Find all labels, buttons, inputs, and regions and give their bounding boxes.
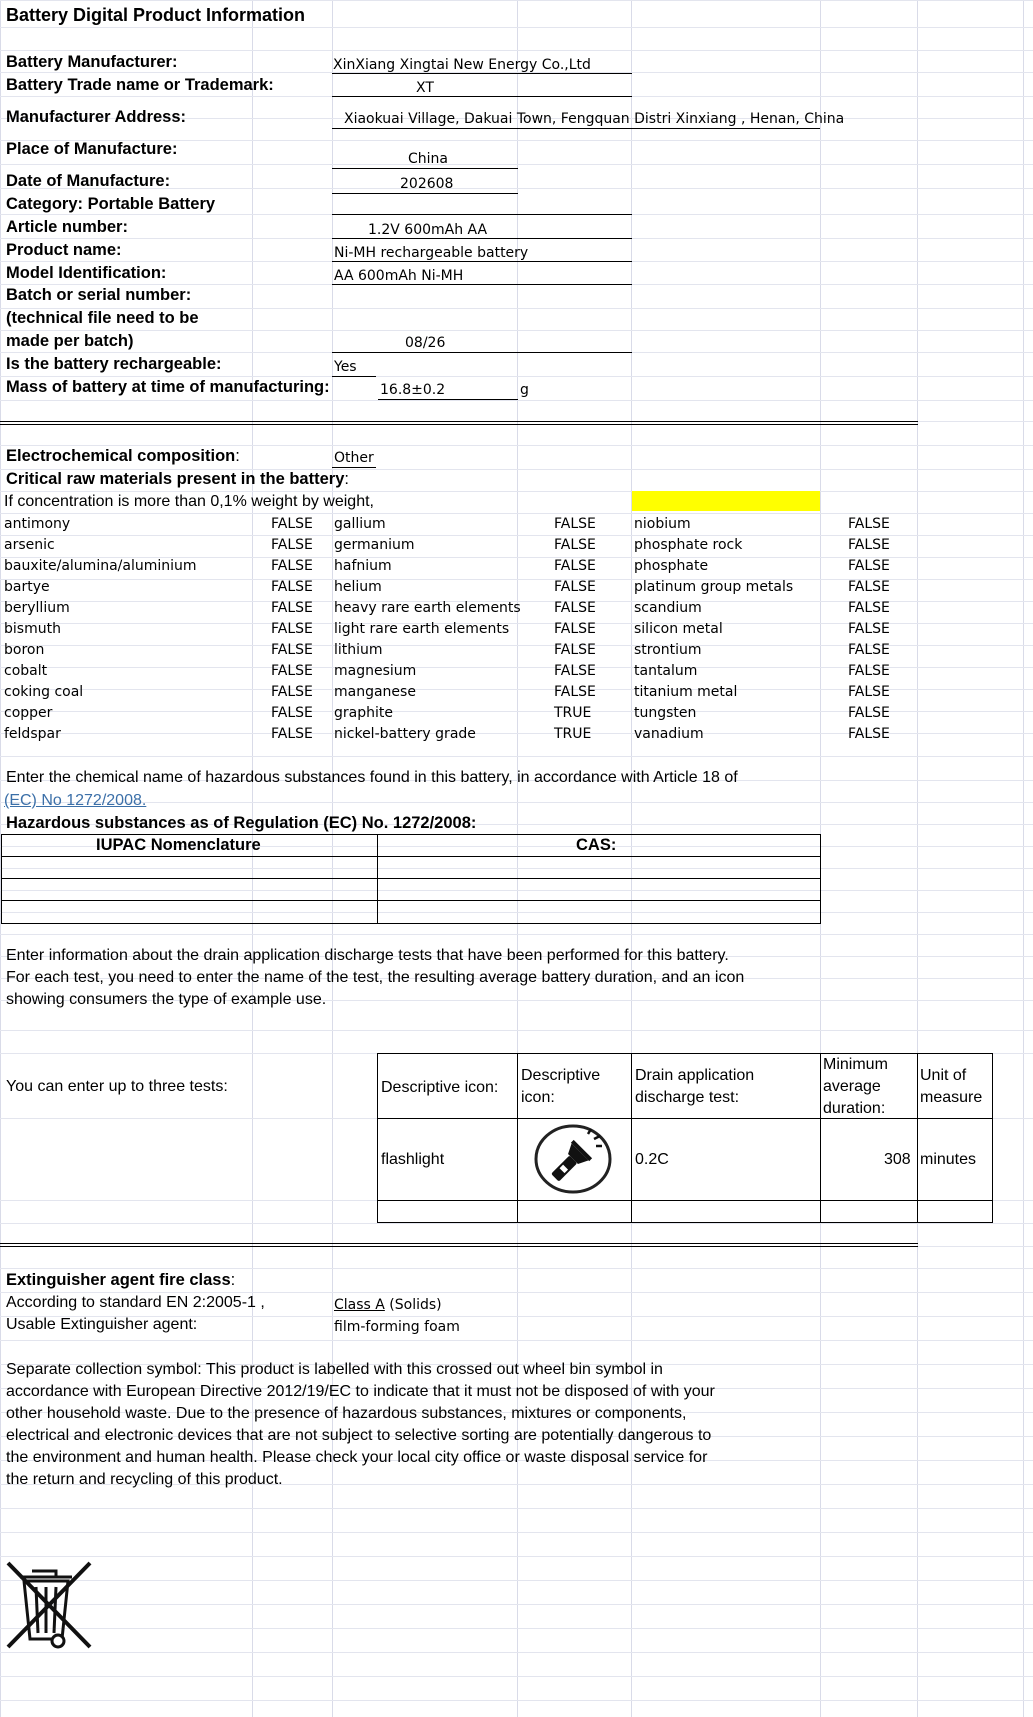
cas-header: CAS: [576, 836, 617, 854]
material-present-flag: FALSE [848, 537, 890, 553]
material-present-flag: FALSE [848, 642, 890, 658]
material-present-flag: FALSE [554, 558, 596, 574]
standard-label: According to standard EN 2:2005-1 , [6, 1294, 265, 1311]
material-present-flag: FALSE [554, 663, 596, 679]
material-name: scandium [634, 600, 702, 616]
material-present-flag: FALSE [554, 642, 596, 658]
product-name-value: Ni-MH rechargeable battery [334, 245, 529, 261]
material-name: tantalum [634, 663, 698, 679]
material-name: light rare earth elements [334, 621, 510, 637]
batch-label-line1: Batch or serial number: [6, 286, 192, 304]
header-drain-test-2: discharge test: [635, 1089, 740, 1106]
crossed-out-wheelie-bin-icon [2, 1557, 96, 1653]
material-present-flag: FALSE [554, 684, 596, 700]
material-name: nickel-battery grade [334, 726, 476, 742]
model-label: Model Identification: [6, 264, 167, 282]
date-value: 202608 [400, 176, 454, 192]
place-value: China [408, 151, 448, 167]
material-name: phosphate rock [634, 537, 743, 553]
mass-label: Mass of battery at time of manufacturing: [6, 378, 330, 396]
material-present-flag: FALSE [848, 600, 890, 616]
material-present-flag: FALSE [848, 726, 890, 742]
regulation-link[interactable]: (EC) No 1272/2008. [4, 792, 147, 809]
material-name: magnesium [334, 663, 417, 679]
extinguisher-agent-value: film-forming foam [334, 1319, 460, 1335]
material-name: lithium [334, 642, 383, 658]
mass-value: 16.8±0.2 [380, 382, 446, 398]
batch-value: 08/26 [405, 335, 446, 351]
material-present-flag: FALSE [848, 579, 890, 595]
drain-intro-line3: showing consumers the type of example use. [6, 991, 327, 1008]
material-name: arsenic [4, 537, 55, 553]
material-present-flag: FALSE [271, 621, 313, 637]
row1-unit: minutes [920, 1151, 977, 1168]
material-name: bismuth [4, 621, 61, 637]
header-drain-test-1: Drain application [635, 1067, 755, 1084]
material-name: heavy rare earth elements [334, 600, 521, 616]
drain-intro-line2: For each test, you need to enter the name of the test, the resulting average battery duration, and an icon [6, 969, 745, 986]
manufacturer-value: XinXiang Xingtai New Energy Co.,Ltd [333, 57, 591, 73]
material-name: bartye [4, 579, 50, 595]
row1-icon-name: flashlight [381, 1151, 445, 1168]
header-min-duration-2: average [823, 1078, 881, 1095]
batch-label-line2: (technical file need to be [6, 309, 199, 327]
material-name: coking coal [4, 684, 84, 700]
hazardous-heading: Hazardous substances as of Regulation (EC) No. 1272/2008: [6, 814, 477, 832]
material-name: gallium [334, 516, 386, 532]
rechargeable-label: Is the battery rechargeable: [6, 355, 222, 373]
header-descriptive-icon-1: Descriptive [521, 1067, 601, 1084]
drain-intro-line1: Enter information about the drain application discharge tests that have been performed for this battery. [6, 947, 729, 964]
collection-line6: the return and recycling of this product. [6, 1471, 283, 1488]
material-present-flag: FALSE [271, 726, 313, 742]
fire-class-value: Class A (Solids) [334, 1297, 442, 1313]
material-name: hafnium [334, 558, 392, 574]
collection-line5: the environment and human health. Please check your local city office or waste disposal service for [6, 1449, 708, 1466]
header-min-duration-3: duration: [823, 1100, 886, 1117]
flashlight-icon [533, 1123, 613, 1195]
material-name: titanium metal [634, 684, 738, 700]
material-present-flag: FALSE [271, 705, 313, 721]
article-label: Article number: [6, 218, 128, 236]
row1-drain-test: 0.2C [635, 1151, 669, 1168]
material-present-flag: FALSE [554, 537, 596, 553]
trademark-label: Battery Trade name or Trademark: [6, 76, 274, 94]
category-label: Category: Portable Battery [6, 195, 216, 213]
material-present-flag: FALSE [848, 705, 890, 721]
material-present-flag: FALSE [271, 558, 313, 574]
manufacturer-label: Battery Manufacturer: [6, 53, 178, 71]
hazardous-instruction: Enter the chemical name of hazardous substances found in this battery, in accordance with Article 18 of [6, 769, 738, 786]
material-present-flag: FALSE [271, 579, 313, 595]
up-to-three-tests: You can enter up to three tests: [6, 1078, 228, 1095]
material-name: platinum group metals [634, 579, 794, 595]
page-title: Battery Digital Product Information [6, 5, 306, 25]
material-name: cobalt [4, 663, 48, 679]
batch-label-line3: made per batch) [6, 332, 134, 350]
material-name: antimony [4, 516, 71, 532]
address-label: Manufacturer Address: [6, 108, 187, 126]
material-present-flag: FALSE [848, 621, 890, 637]
collection-line4: electrical and electronic devices that are not subject to selective sorting are potentially dangerous to [6, 1427, 712, 1444]
collection-line1: Separate collection symbol: This product is labelled with this crossed out wheel bin symbol in [6, 1361, 663, 1378]
address-value: Xiaokuai Village, Dakuai Town, Fengquan Distri Xinxiang , Henan, China [344, 111, 845, 127]
material-present-flag: TRUE [554, 726, 592, 742]
material-name: germanium [334, 537, 415, 553]
material-present-flag: FALSE [554, 600, 596, 616]
mass-unit: g [520, 382, 529, 398]
date-label: Date of Manufacture: [6, 172, 171, 190]
collection-line2: accordance with European Directive 2012/19/EC to indicate that it must not be disposed of with your [6, 1383, 715, 1400]
material-name: graphite [334, 705, 393, 721]
material-name: vanadium [634, 726, 704, 742]
material-name: tungsten [634, 705, 697, 721]
material-present-flag: FALSE [848, 516, 890, 532]
highlight-cell [632, 491, 820, 511]
material-name: feldspar [4, 726, 61, 742]
material-name: strontium [634, 642, 702, 658]
header-unit-1: Unit of [920, 1067, 967, 1084]
material-present-flag: FALSE [848, 684, 890, 700]
header-unit-2: measure [920, 1089, 983, 1106]
composition-label: Electrochemical composition: [6, 447, 240, 465]
material-present-flag: FALSE [271, 684, 313, 700]
material-present-flag: FALSE [271, 537, 313, 553]
material-present-flag: TRUE [554, 705, 592, 721]
material-name: beryllium [4, 600, 70, 616]
material-present-flag: FALSE [271, 642, 313, 658]
iupac-header: IUPAC Nomenclature [96, 836, 261, 854]
material-name: phosphate [634, 558, 709, 574]
collection-line3: other household waste. Due to the presence of hazardous substances, mixtures or components, [6, 1405, 687, 1422]
material-name: helium [334, 579, 382, 595]
material-name: bauxite/alumina/aluminium [4, 558, 197, 574]
header-descriptive-icon-name: Descriptive icon: [381, 1079, 499, 1096]
material-present-flag: FALSE [271, 600, 313, 616]
composition-value: Other [334, 450, 374, 466]
critical-raw-materials-label: Critical raw materials present in the battery: [6, 470, 349, 488]
material-name: silicon metal [634, 621, 723, 637]
material-present-flag: FALSE [554, 579, 596, 595]
material-present-flag: FALSE [554, 621, 596, 637]
material-present-flag: FALSE [554, 516, 596, 532]
model-value: AA 600mAh Ni-MH [334, 268, 464, 284]
row1-duration: 308 [884, 1151, 911, 1168]
material-present-flag: FALSE [271, 516, 313, 532]
article-value: 1.2V 600mAh AA [368, 222, 488, 238]
product-name-label: Product name: [6, 241, 122, 259]
header-descriptive-icon-2: icon: [521, 1089, 555, 1106]
header-min-duration-1: Minimum [823, 1056, 888, 1073]
trademark-value: XT [416, 80, 434, 96]
material-present-flag: FALSE [848, 663, 890, 679]
material-name: copper [4, 705, 53, 721]
concentration-note: If concentration is more than 0,1% weight by weight, [4, 493, 374, 510]
extinguisher-agent-label: Usable Extinguisher agent: [6, 1316, 198, 1333]
material-present-flag: FALSE [848, 558, 890, 574]
material-present-flag: FALSE [271, 663, 313, 679]
rechargeable-value: Yes [334, 359, 357, 375]
place-label: Place of Manufacture: [6, 140, 178, 158]
material-name: manganese [334, 684, 416, 700]
material-name: niobium [634, 516, 691, 532]
material-name: boron [4, 642, 45, 658]
extinguisher-class-label: Extinguisher agent fire class: [6, 1271, 236, 1289]
